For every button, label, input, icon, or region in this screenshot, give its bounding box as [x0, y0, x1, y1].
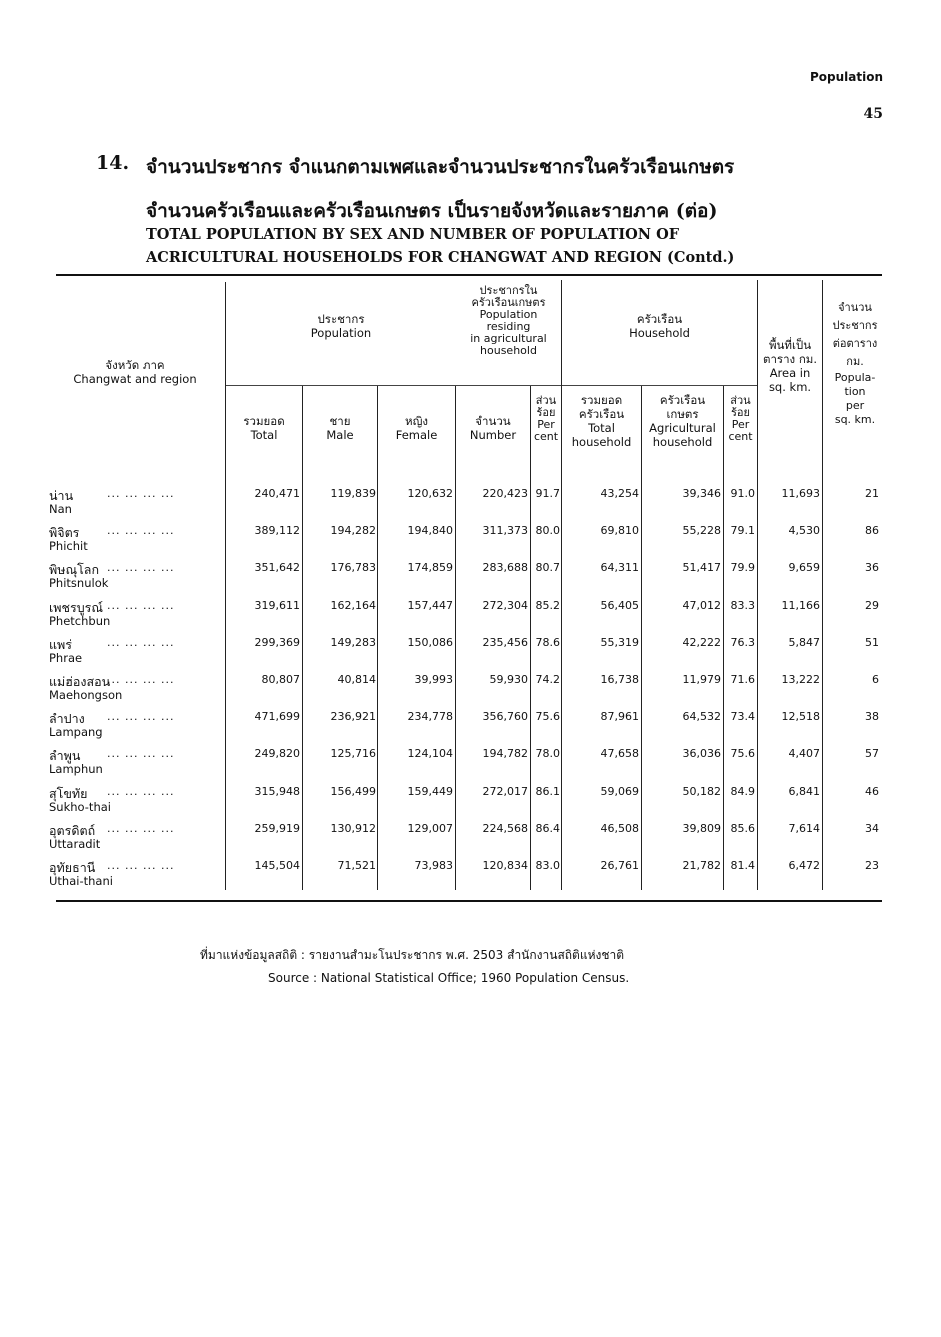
- cell-male: 176,783: [330, 561, 376, 575]
- cell-agri-pct: 86.1: [535, 784, 560, 798]
- header-household-percent: [724, 395, 757, 443]
- cell-hh-agri: 55,228: [682, 524, 721, 538]
- header-agri-household-english-2: household: [652, 435, 713, 449]
- cell-hh-agri: 21,782: [682, 859, 721, 872]
- province-name-thai: อุทัยธานี: [49, 860, 96, 875]
- cell-hh-total: 16,738: [600, 673, 639, 686]
- header-total-household-thai-2: ครัวเรือน: [578, 407, 625, 421]
- cell-female: 234,778: [407, 710, 453, 724]
- cell-hh-agri: 42,222: [682, 635, 721, 649]
- leader-dots: ... ... ... ...: [107, 747, 175, 761]
- province-name-thai: พิษณุโลก: [49, 562, 100, 578]
- header-total-thai: รวมยอด: [243, 414, 285, 428]
- cell-area: 5,847: [788, 635, 820, 649]
- table-row: [0, 710, 941, 747]
- cell-male: 40,814: [337, 673, 376, 686]
- cell-hh-total: 47,658: [600, 747, 639, 761]
- leader-dots: ... ... ... ...: [107, 598, 175, 612]
- cell-agri-pop: 224,568: [482, 821, 528, 835]
- cell-agri-pct: 86.4: [535, 821, 560, 835]
- header-percent2-english-2: cent: [728, 430, 753, 443]
- title-thai-line-1: จำนวนประชากร จำแนกตามเพศและจำนวนประชากรในครัวเรือนเกษตร: [146, 156, 735, 178]
- header-male: [303, 414, 377, 442]
- province-name-thai: พิจิตร: [49, 525, 80, 541]
- cell-agri-pct: 78.0: [535, 747, 560, 761]
- table-number: 14.: [96, 152, 130, 174]
- province-name-english: Uttaradit: [49, 836, 101, 851]
- cell-hh-agri: 64,532: [682, 710, 721, 724]
- leader-dots: ... ... ... ...: [107, 710, 175, 724]
- header-household-group: [562, 312, 757, 340]
- header-density-thai-1: จำนวน: [838, 301, 872, 314]
- cell-agri-pop: 356,760: [482, 710, 528, 724]
- cell-area: 6,472: [788, 859, 820, 872]
- cell-hh-pct: 81.4: [730, 859, 755, 872]
- cell-total: 259,919: [254, 821, 300, 835]
- header-household-english: Household: [629, 326, 690, 340]
- header-agri-household-english-1: Agricultural: [649, 421, 716, 435]
- header-female: [378, 414, 455, 442]
- cell-hh-pct: 71.6: [730, 673, 755, 686]
- cell-agri-pct: 80.0: [535, 524, 560, 538]
- cell-agri-pct: 80.7: [535, 561, 560, 575]
- cell-agri-pop: 235,456: [482, 635, 528, 649]
- header-percent-english-1: Per: [537, 418, 555, 431]
- header-divider: [226, 385, 758, 386]
- province-name-english: Uthai-thani: [49, 874, 113, 888]
- cell-area: 4,407: [788, 747, 820, 761]
- running-header-section: Population: [809, 70, 883, 84]
- table-row: [0, 599, 941, 636]
- header-female-english: Female: [395, 428, 438, 442]
- cell-hh-pct: 79.9: [730, 561, 755, 575]
- table-row: [0, 524, 941, 561]
- header-male-english: Male: [326, 428, 354, 442]
- cell-hh-total: 87,961: [600, 710, 639, 724]
- cell-agri-pct: 78.6: [535, 635, 560, 649]
- page-number: 45: [863, 106, 883, 122]
- header-percent-thai-2: ร้อย: [536, 406, 556, 419]
- table-row: [0, 561, 941, 598]
- header-area-thai-2: ตาราง กม.: [762, 352, 818, 366]
- cell-total: 299,369: [254, 635, 300, 649]
- header-changwat: [60, 358, 210, 386]
- header-agri-number: [456, 414, 530, 442]
- cell-female: 150,086: [407, 635, 453, 649]
- cell-female: 120,632: [407, 487, 453, 500]
- header-total-household-thai-1: รวมยอด: [580, 393, 623, 407]
- cell-area: 12,518: [781, 710, 820, 724]
- cell-female: 124,104: [407, 747, 453, 761]
- province-name-thai: ลำพูน: [49, 748, 81, 764]
- cell-hh-pct: 91.0: [730, 487, 755, 500]
- header-changwat-english: Changwat and region: [73, 372, 197, 386]
- cell-female: 73,983: [414, 859, 453, 872]
- table-top-rule: [56, 274, 882, 276]
- cell-agri-pop: 220,423: [482, 487, 528, 500]
- header-density-english-3: per: [845, 399, 865, 412]
- cell-density: 36: [865, 561, 879, 575]
- table-row: [0, 487, 941, 524]
- cell-agri-pop: 272,304: [482, 598, 528, 612]
- header-percent2-thai-2: ร้อย: [731, 406, 750, 419]
- header-changwat-thai: จังหวัด ภาค: [105, 358, 165, 372]
- province-name-thai: น่าน: [49, 488, 74, 503]
- cell-area: 6,841: [788, 784, 820, 798]
- table-row: [0, 673, 941, 710]
- province-name-thai: เพชรบูรณ์: [49, 599, 103, 615]
- header-area-english-2: sq. km.: [768, 380, 812, 394]
- header-density-english-2: tion: [844, 385, 866, 398]
- source-thai: ที่มาแห่งข้อมูลสถิติ : รายงานสำมะโนประชากร พ.ศ. 2503 สำนักงานสถิติแห่งชาติ: [200, 948, 625, 962]
- leader-dots: ... ... ... ...: [107, 821, 175, 835]
- cell-agri-pct: 83.0: [535, 859, 560, 872]
- cell-agri-pop: 59,930: [489, 673, 528, 686]
- cell-male: 236,921: [330, 710, 376, 724]
- cell-density: 29: [865, 598, 879, 612]
- table-row: [0, 636, 941, 673]
- header-percent2-thai-1: ส่วน: [730, 394, 751, 407]
- header-percent-english-2: cent: [533, 430, 559, 443]
- header-density-english-4: sq. km.: [834, 413, 876, 426]
- table-row: [0, 822, 941, 859]
- province-name-english: Phichit: [49, 539, 88, 554]
- cell-hh-agri: 11,979: [682, 673, 721, 686]
- header-total-english: Total: [250, 428, 278, 442]
- header-density-thai-3: ต่อตาราง: [832, 337, 878, 350]
- cell-hh-total: 69,810: [600, 524, 639, 538]
- cell-total: 389,112: [254, 524, 300, 538]
- header-agri-thai-1: ประชากรใน: [479, 284, 538, 297]
- cell-female: 129,007: [407, 821, 453, 835]
- cell-density: 23: [865, 859, 879, 872]
- header-agri-household-thai-1: ครัวเรือน: [659, 393, 706, 407]
- leader-dots: ... ... ... ...: [107, 673, 175, 686]
- leader-dots: ... ... ... ...: [107, 784, 175, 798]
- cell-female: 194,840: [407, 524, 453, 538]
- cell-density: 46: [865, 784, 879, 798]
- cell-total: 471,699: [254, 710, 300, 724]
- header-female-thai: หญิง: [405, 414, 428, 428]
- cell-total: 240,471: [254, 487, 300, 500]
- cell-hh-pct: 85.6: [730, 821, 755, 835]
- province-name-english: Phrae: [49, 650, 83, 665]
- table-row: [0, 859, 941, 896]
- header-agri-english-4: household: [480, 344, 537, 357]
- cell-total: 80,807: [261, 673, 300, 686]
- cell-agri-pct: 75.6: [535, 710, 560, 724]
- header-density-english-1: Popula-: [834, 371, 876, 384]
- header-agri-percent: [531, 395, 561, 443]
- header-agri-english-3: in agricultural: [470, 332, 547, 345]
- cell-density: 51: [865, 635, 879, 649]
- header-agri-thai-2: ครัวเรือนเกษตร: [471, 296, 546, 309]
- title-english-line-1: TOTAL POPULATION BY SEX AND NUMBER OF POPULATION OF: [146, 226, 679, 243]
- table-row: [0, 747, 941, 784]
- cell-female: 159,449: [407, 784, 453, 798]
- header-agri-english-1: Population: [479, 308, 538, 321]
- cell-density: 86: [865, 524, 879, 538]
- province-name-english: Maehongson: [49, 688, 123, 702]
- cell-agri-pop: 194,782: [482, 747, 528, 761]
- leader-dots: ... ... ... ...: [107, 635, 175, 649]
- cell-area: 9,659: [788, 561, 820, 575]
- header-total-household: [562, 393, 641, 449]
- header-percent2-english-1: Per: [731, 418, 750, 431]
- header-total: [226, 414, 302, 442]
- cell-female: 157,447: [407, 598, 453, 612]
- table-row: [0, 785, 941, 822]
- leader-dots: ... ... ... ...: [107, 859, 175, 872]
- cell-density: 21: [865, 487, 879, 500]
- header-population-english: Population: [310, 326, 372, 340]
- cell-hh-total: 56,405: [600, 598, 639, 612]
- header-agri-population-group: [456, 285, 561, 357]
- header-number-english: Number: [469, 428, 517, 442]
- table-bottom-rule: [56, 900, 882, 902]
- cell-hh-pct: 79.1: [730, 524, 755, 538]
- source-english: Source : National Statistical Office; 1960 Population Census.: [268, 971, 630, 985]
- cell-male: 130,912: [330, 821, 376, 835]
- header-total-household-english-1: Total: [588, 421, 615, 435]
- cell-hh-total: 26,761: [600, 859, 639, 872]
- cell-area: 11,166: [781, 598, 820, 612]
- cell-male: 71,521: [337, 859, 376, 872]
- leader-dots: ... ... ... ...: [107, 524, 175, 538]
- cell-density: 38: [865, 710, 879, 724]
- cell-agri-pop: 311,373: [482, 524, 528, 538]
- header-agri-household-thai-2: เกษตร: [666, 407, 699, 421]
- cell-male: 125,716: [330, 747, 376, 761]
- header-density-thai-2: ประชากร: [832, 319, 878, 332]
- header-male-thai: ชาย: [329, 414, 351, 428]
- cell-agri-pct: 85.2: [535, 598, 560, 612]
- cell-hh-pct: 73.4: [730, 710, 755, 724]
- cell-male: 156,499: [330, 784, 376, 798]
- cell-density: 34: [865, 821, 879, 835]
- cell-hh-agri: 50,182: [682, 784, 721, 798]
- cell-hh-pct: 76.3: [730, 635, 755, 649]
- header-area-english-1: Area in: [769, 366, 811, 380]
- cell-agri-pop: 120,834: [482, 859, 528, 872]
- cell-hh-total: 43,254: [600, 487, 639, 500]
- leader-dots: ... ... ... ...: [107, 487, 175, 500]
- header-population-thai: ประชากร: [317, 312, 365, 326]
- cell-hh-agri: 36,036: [682, 747, 721, 761]
- province-name-english: Lamphun: [49, 762, 103, 777]
- header-area: [758, 338, 822, 394]
- cell-hh-total: 59,069: [600, 784, 639, 798]
- province-name-english: Lampang: [49, 725, 103, 740]
- cell-total: 315,948: [254, 784, 300, 798]
- cell-density: 57: [865, 747, 879, 761]
- province-name-thai: แม่ฮ่องสอน: [49, 674, 111, 689]
- header-area-thai-1: พื้นที่เป็น: [768, 338, 812, 352]
- cell-total: 351,642: [254, 561, 300, 575]
- cell-male: 162,164: [330, 598, 376, 612]
- cell-male: 194,282: [330, 524, 376, 538]
- cell-female: 174,859: [407, 561, 453, 575]
- cell-hh-total: 46,508: [600, 821, 639, 835]
- cell-hh-agri: 39,346: [682, 487, 721, 500]
- header-agri-household: [642, 393, 723, 449]
- province-name-english: Phetchbun: [49, 613, 111, 628]
- province-name-thai: แพร่: [49, 636, 73, 652]
- cell-female: 39,993: [414, 673, 453, 686]
- header-total-household-english-2: household: [571, 435, 632, 449]
- cell-area: 11,693: [781, 487, 820, 500]
- cell-density: 6: [872, 673, 879, 686]
- header-agri-english-2: residing: [486, 320, 531, 333]
- cell-hh-pct: 75.6: [730, 747, 755, 761]
- cell-hh-total: 64,311: [600, 561, 639, 575]
- province-name-thai: สุโขทัย: [49, 785, 88, 801]
- cell-agri-pop: 272,017: [482, 784, 528, 798]
- province-name-english: Sukho-thai: [49, 799, 111, 814]
- province-name-english: Nan: [49, 502, 72, 516]
- cell-hh-agri: 39,809: [682, 821, 721, 835]
- cell-hh-agri: 51,417: [682, 561, 721, 575]
- cell-area: 13,222: [781, 673, 820, 686]
- province-name-thai: อุตรดิตถ์: [49, 822, 96, 838]
- header-density: [823, 299, 887, 427]
- leader-dots: ... ... ... ...: [107, 561, 175, 575]
- header-number-thai: จำนวน: [475, 414, 511, 428]
- header-population-group: [226, 312, 456, 340]
- header-household-thai: ครัวเรือน: [636, 312, 683, 326]
- cell-agri-pct: 74.2: [535, 673, 560, 686]
- cell-hh-pct: 84.9: [730, 784, 755, 798]
- cell-hh-pct: 83.3: [730, 598, 755, 612]
- cell-total: 249,820: [254, 747, 300, 761]
- header-percent-thai-1: ส่วน: [535, 394, 557, 407]
- cell-total: 145,504: [254, 859, 300, 872]
- cell-hh-total: 55,319: [600, 635, 639, 649]
- cell-total: 319,611: [254, 598, 300, 612]
- cell-agri-pop: 283,688: [482, 561, 528, 575]
- cell-male: 119,839: [330, 487, 376, 500]
- province-name-thai: ลำปาง: [49, 711, 85, 727]
- header-density-thai-4: กม.: [846, 355, 864, 368]
- cell-hh-agri: 47,012: [682, 598, 721, 612]
- cell-male: 149,283: [330, 635, 376, 649]
- cell-area: 7,614: [788, 821, 820, 835]
- title-english-line-2: ACRICULTURAL HOUSEHOLDS FOR CHANGWAT AND REGION (Contd.): [146, 249, 735, 266]
- title-thai-line-2: จำนวนครัวเรือนและครัวเรือนเกษตร เป็นรายจังหวัดและรายภาค (ต่อ): [146, 200, 718, 222]
- cell-agri-pct: 91.7: [535, 487, 560, 500]
- cell-area: 4,530: [788, 524, 820, 538]
- province-name-english: Phitsnulok: [49, 576, 109, 591]
